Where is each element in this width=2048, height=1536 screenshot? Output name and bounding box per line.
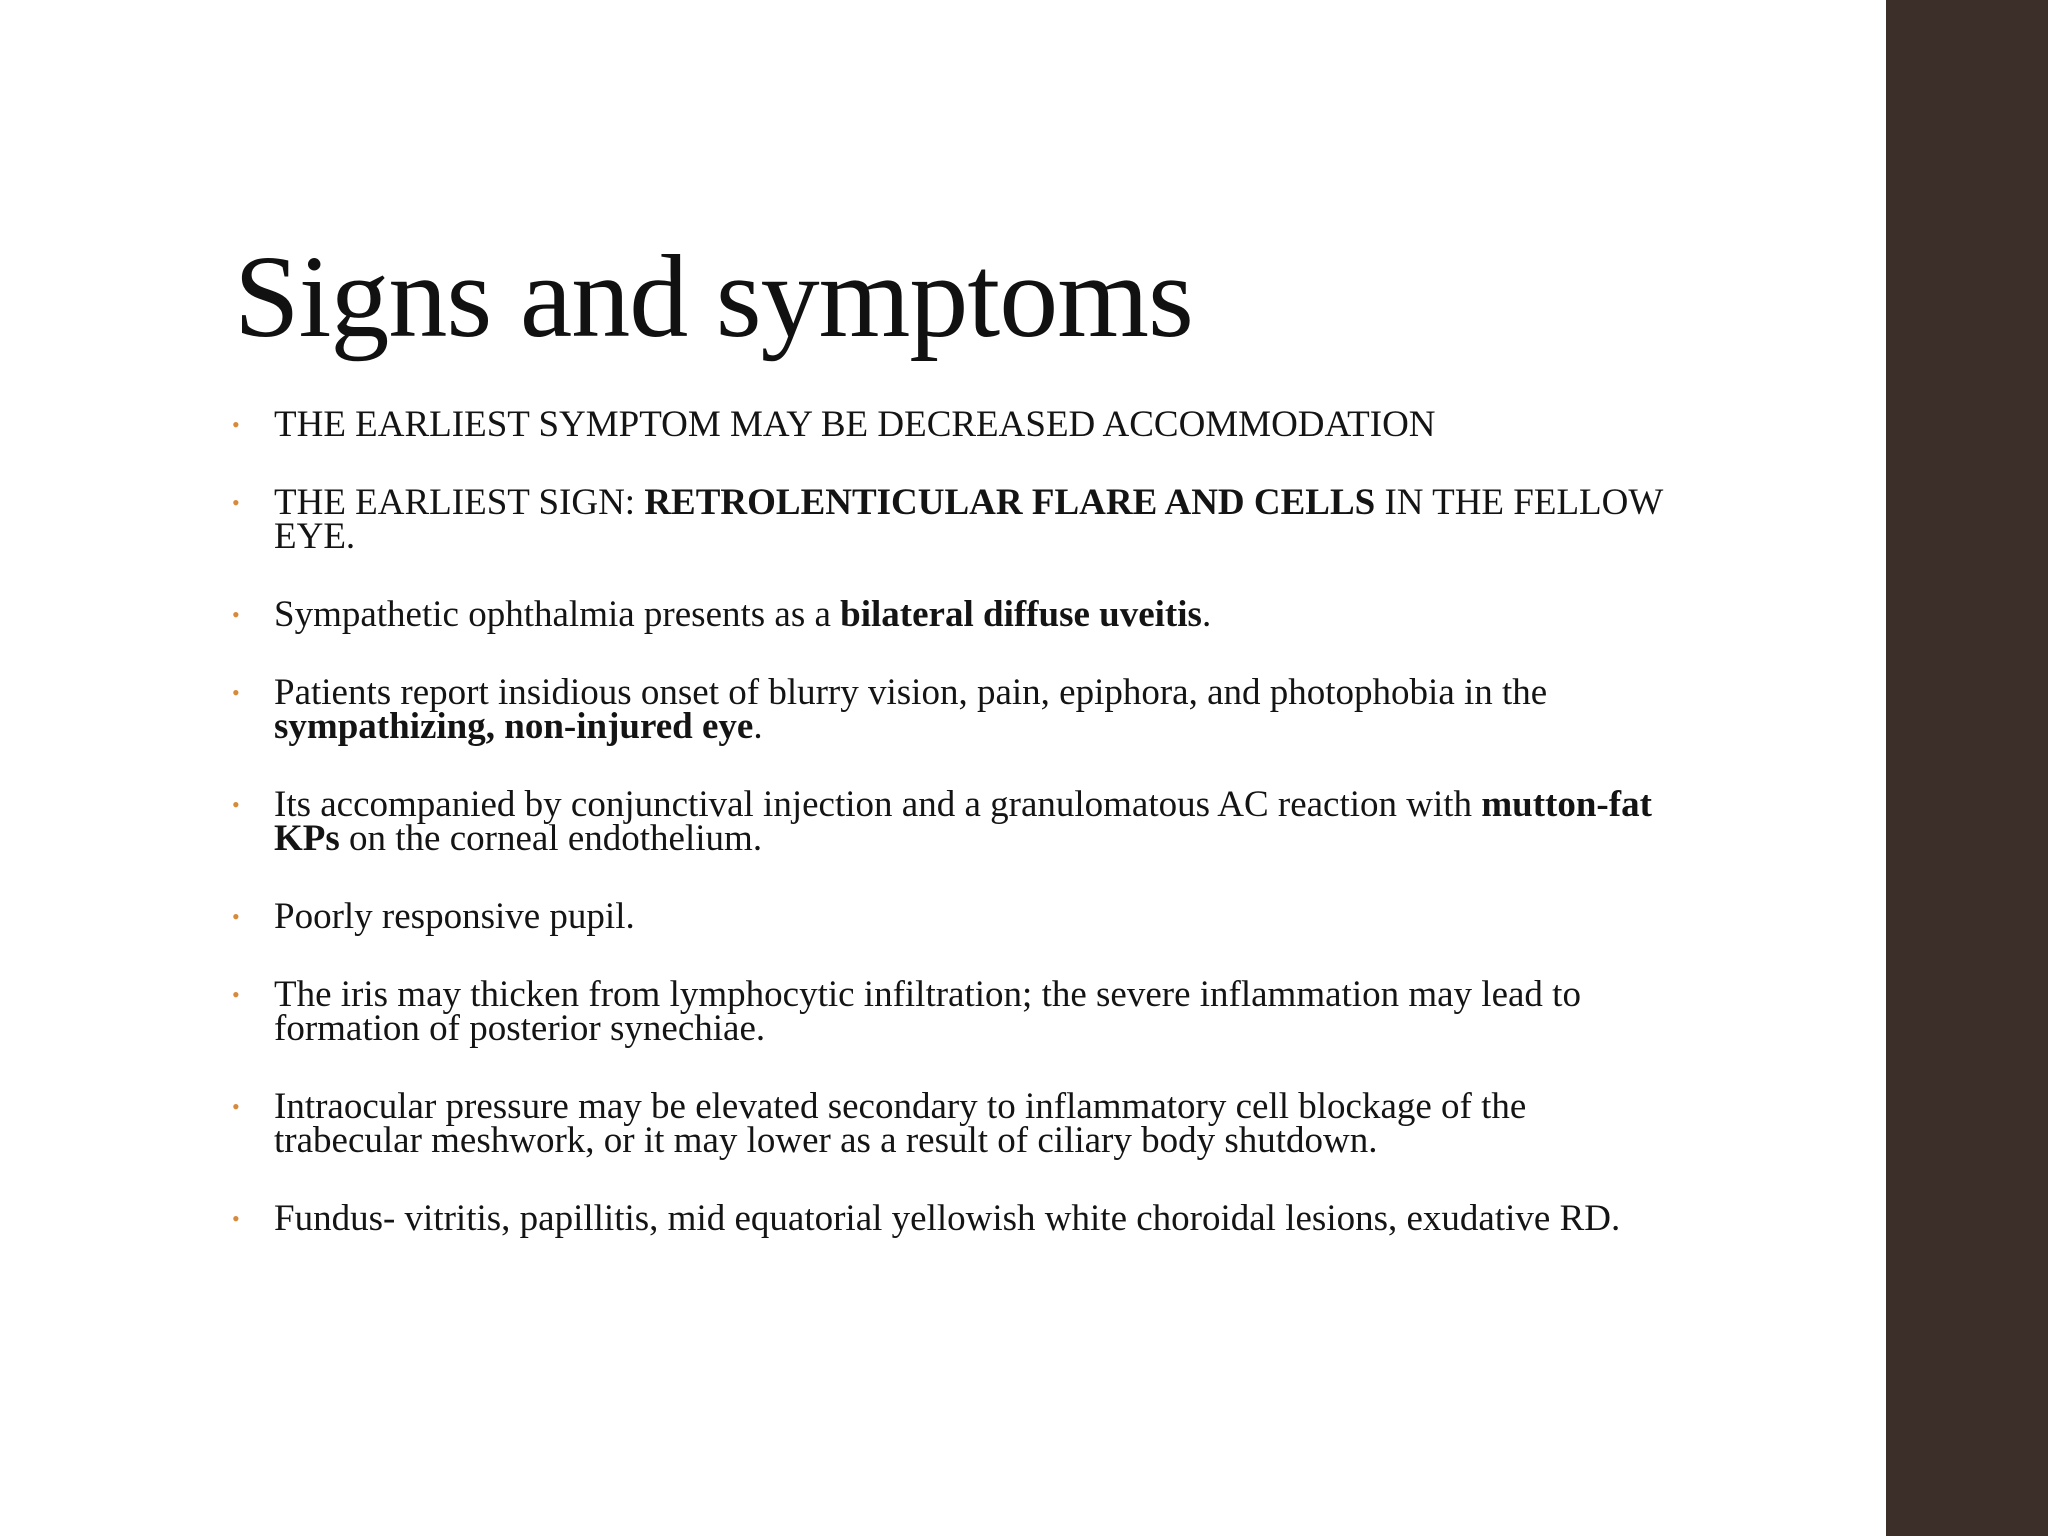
bullet-text: Poorly responsive pupil. xyxy=(274,896,635,937)
bullet-item xyxy=(230,672,1670,747)
bullet-text: Sympathetic ophthalmia presents as a xyxy=(274,594,841,635)
bullet-dot-icon: • xyxy=(232,680,240,705)
bullet-text: THE EARLIEST SIGN: xyxy=(274,482,645,523)
bullet-text: IN THE FELLOW EYE. xyxy=(274,482,1663,557)
bullet-item xyxy=(230,1198,1670,1239)
bullet-text: Intraocular pressure may be elevated secondary to inflammatory cell blockage of the trabecular meshwork, or it may lower as a result of ciliary body shutdown. xyxy=(274,1086,1527,1161)
bullet-item xyxy=(230,404,1670,445)
bullet-dot-icon: • xyxy=(232,904,240,929)
slide-title: Signs and symptoms xyxy=(234,231,1193,362)
bullet-item xyxy=(230,784,1670,859)
bullet-text-bold: sympathizing, non-injured eye xyxy=(274,706,754,747)
bullet-dot-icon: • xyxy=(232,412,240,437)
bullet-text: . xyxy=(1201,594,1212,635)
bullet-text-bold: bilateral diffuse uveitis xyxy=(840,594,1202,635)
bullet-dot-icon: • xyxy=(232,1206,240,1231)
bullet-text: Fundus- vitritis, papillitis, mid equatorial yellowish white choroidal lesions, exudative RD. xyxy=(274,1198,1621,1239)
bullet-item xyxy=(230,974,1670,1049)
bullet-item xyxy=(230,896,1670,937)
bullet-dot-icon: • xyxy=(232,792,240,817)
bullet-item xyxy=(230,594,1670,635)
bullet-text: . xyxy=(753,706,763,747)
bullet-item xyxy=(230,482,1670,557)
bullet-text: on the corneal endothelium. xyxy=(339,818,763,859)
bullet-text: The iris may thicken from lymphocytic infiltration; the severe inflammation may lead to formation of posterior synechiae. xyxy=(274,974,1581,1049)
bullet-dot-icon: • xyxy=(232,602,240,627)
bullet-item xyxy=(230,1086,1670,1161)
side-accent-bar xyxy=(1886,0,2048,1536)
bullet-text-bold: RETROLENTICULAR FLARE AND CELLS xyxy=(644,482,1376,523)
bullet-dot-icon: • xyxy=(232,1094,240,1119)
bullet-dot-icon: • xyxy=(232,490,240,515)
bullet-list xyxy=(230,404,1670,1280)
bullet-text-bold: mutton-fat KPs xyxy=(274,784,1652,859)
bullet-text: THE EARLIEST SYMPTOM MAY BE DECREASED ACCOMMODATION xyxy=(274,404,1436,445)
bullet-text: Its accompanied by conjunctival injection and a granulomatous AC reaction with xyxy=(274,784,1482,825)
bullet-dot-icon: • xyxy=(232,982,240,1007)
bullet-text: Patients report insidious onset of blurry vision, pain, epiphora, and photophobia in the xyxy=(274,672,1548,713)
